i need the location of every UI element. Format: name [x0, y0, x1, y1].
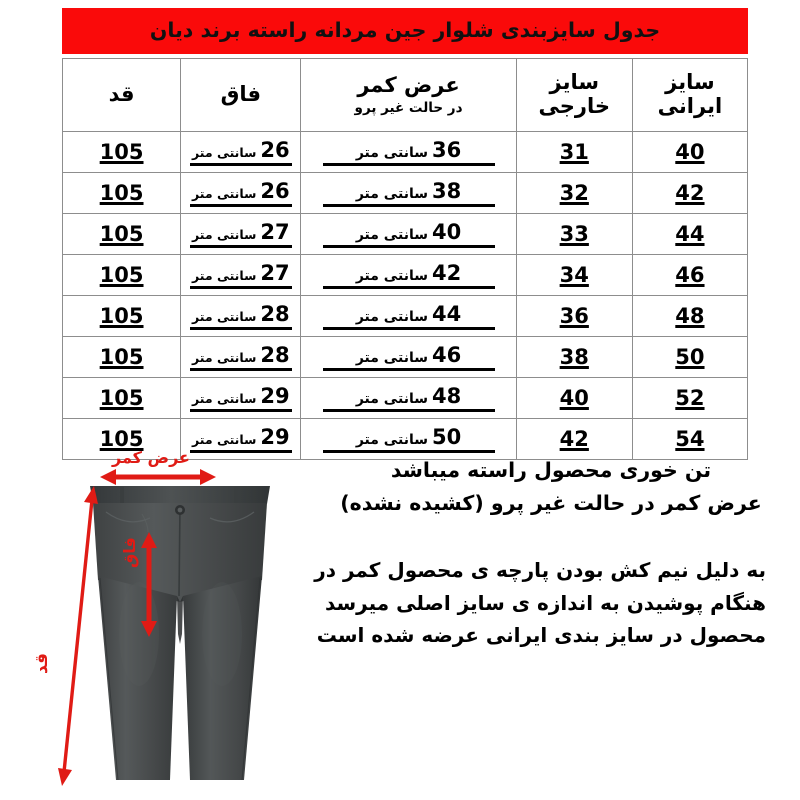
cell-value: 40 — [431, 219, 462, 244]
cell-foreign-size — [516, 296, 632, 337]
title-bar — [62, 8, 748, 54]
column-header-sublabel: در حالت غیر پرو — [354, 99, 463, 116]
rise-arrow-icon — [140, 532, 158, 637]
cell-length — [63, 173, 181, 214]
cell-value: 27 — [260, 219, 290, 244]
cell-value: 54 — [675, 427, 705, 451]
cell-unit: سانتی متر — [191, 144, 257, 160]
table-header-row — [63, 59, 748, 132]
cell-iranian-size — [632, 337, 747, 378]
measure-group — [323, 220, 495, 248]
cell-foreign-size — [516, 255, 632, 296]
cell-iranian-size — [632, 132, 747, 173]
cell-value: 105 — [99, 386, 144, 410]
cell-waist-width — [301, 132, 516, 173]
length-label: قد — [32, 653, 52, 674]
cell-value: 40 — [559, 386, 589, 410]
cell-iranian-size — [632, 173, 747, 214]
cell-foreign-size — [516, 378, 632, 419]
measure-group — [190, 343, 292, 371]
cell-value: 105 — [99, 140, 144, 164]
column-header-foreign-size — [516, 59, 632, 132]
cell-unit: سانتی متر — [191, 185, 257, 201]
cell-value: 48 — [431, 383, 462, 408]
cell-value: 40 — [675, 140, 705, 164]
table-row — [63, 296, 748, 337]
measure-group — [190, 179, 292, 207]
cell-value: 42 — [431, 260, 462, 285]
cell-unit: سانتی متر — [355, 431, 428, 448]
cell-unit: سانتی متر — [191, 267, 257, 283]
column-header-label: فاق — [220, 82, 261, 107]
waist-width-label: عرض کمر — [112, 448, 190, 467]
cell-value: 50 — [431, 424, 462, 449]
cell-value: 105 — [99, 345, 144, 369]
cell-waist-width — [301, 255, 516, 296]
column-header-iranian-size — [632, 59, 747, 132]
column-header-label: عرض کمر — [357, 73, 460, 98]
cell-waist-width — [301, 296, 516, 337]
cell-rise — [181, 255, 301, 296]
note-line: محصول در سایز بندی ایرانی عرضه شده است — [316, 623, 766, 648]
measure-group — [190, 220, 292, 248]
cell-value: 44 — [675, 222, 705, 246]
cell-waist-width — [301, 337, 516, 378]
cell-rise — [181, 173, 301, 214]
cell-length — [63, 132, 181, 173]
measure-group — [323, 384, 495, 412]
cell-value: 36 — [559, 304, 589, 328]
cell-length — [63, 378, 181, 419]
cell-value: 31 — [559, 140, 589, 164]
length-arrow-icon — [54, 486, 102, 786]
cell-length — [63, 255, 181, 296]
cell-rise — [181, 296, 301, 337]
cell-unit: سانتی متر — [191, 308, 257, 324]
cell-unit: سانتی متر — [191, 226, 257, 242]
cell-length — [63, 337, 181, 378]
cell-foreign-size — [516, 132, 632, 173]
cell-value: 26 — [260, 137, 290, 162]
cell-waist-width — [301, 173, 516, 214]
cell-value: 29 — [260, 424, 290, 449]
cell-iranian-size — [632, 214, 747, 255]
size-chart-table — [62, 58, 748, 460]
cell-iranian-size — [632, 378, 747, 419]
cell-value: 38 — [431, 178, 462, 203]
cell-iranian-size — [632, 255, 747, 296]
cell-value: 28 — [260, 301, 290, 326]
note-line: تن خوری محصول راسته میباشد — [390, 458, 712, 482]
cell-unit: سانتی متر — [355, 349, 428, 366]
cell-unit: سانتی متر — [191, 390, 257, 406]
cell-value: 32 — [559, 181, 589, 205]
column-header-rise — [181, 59, 301, 132]
cell-value: 33 — [559, 222, 589, 246]
note-paragraph-2 — [314, 554, 766, 651]
cell-value: 105 — [99, 263, 144, 287]
jeans-illustration-icon — [84, 484, 276, 782]
cell-unit: سانتی متر — [355, 308, 428, 325]
jeans-measurement-diagram — [26, 446, 326, 796]
notes-block — [314, 454, 766, 652]
waist-width-arrow-icon — [100, 468, 216, 486]
cell-value: 44 — [431, 301, 462, 326]
cell-iranian-size — [632, 296, 747, 337]
cell-unit: سانتی متر — [355, 267, 428, 284]
cell-rise — [181, 214, 301, 255]
cell-value: 26 — [260, 178, 290, 203]
table-row — [63, 337, 748, 378]
measure-group — [323, 179, 495, 207]
note-line: به دلیل نیم کش بودن پارچه ی محصول کمر در — [314, 558, 766, 583]
cell-unit: سانتی متر — [355, 144, 428, 161]
measure-group — [323, 261, 495, 289]
cell-value: 42 — [675, 181, 705, 205]
cell-value: 48 — [675, 304, 705, 328]
cell-value: 38 — [559, 345, 589, 369]
table-header — [63, 59, 748, 132]
cell-value: 105 — [99, 222, 144, 246]
table-row — [63, 173, 748, 214]
cell-value: 36 — [431, 137, 462, 162]
measure-group — [323, 343, 495, 371]
measure-group — [190, 138, 292, 166]
cell-length — [63, 214, 181, 255]
cell-value: 105 — [99, 181, 144, 205]
measure-group — [323, 302, 495, 330]
cell-length — [63, 296, 181, 337]
cell-value: 105 — [99, 427, 144, 451]
measure-group — [190, 302, 292, 330]
cell-value: 42 — [559, 427, 589, 451]
cell-unit: سانتی متر — [191, 349, 257, 365]
cell-value: 29 — [260, 383, 290, 408]
cell-value: 46 — [431, 342, 462, 367]
cell-value: 34 — [559, 263, 589, 287]
column-header-waist-width — [301, 59, 516, 132]
table-row — [63, 255, 748, 296]
jeans-photo — [84, 484, 276, 782]
table-row — [63, 132, 748, 173]
cell-unit: سانتی متر — [355, 226, 428, 243]
cell-waist-width — [301, 214, 516, 255]
cell-value: 105 — [99, 304, 144, 328]
cell-foreign-size — [516, 337, 632, 378]
note-paragraph-1 — [336, 454, 766, 520]
measure-group — [190, 261, 292, 289]
paragraph-spacer — [336, 520, 766, 554]
table-row — [63, 214, 748, 255]
table-row — [63, 378, 748, 419]
note-line: عرض کمر در حالت غیر پرو (کشیده نشده) — [340, 491, 762, 516]
column-header-length — [63, 59, 181, 132]
cell-unit: سانتی متر — [191, 431, 257, 447]
cell-waist-width — [301, 378, 516, 419]
column-header-label: سایز خارجی — [538, 70, 611, 118]
cell-rise — [181, 132, 301, 173]
cell-value: 50 — [675, 345, 705, 369]
cell-value: 52 — [675, 386, 705, 410]
note-line: هنگام پوشیدن به اندازه ی سایز اصلی میرسد — [324, 590, 766, 615]
column-header-label: قد — [108, 82, 135, 107]
cell-foreign-size — [516, 173, 632, 214]
cell-unit: سانتی متر — [355, 185, 428, 202]
cell-value: 27 — [260, 260, 290, 285]
cell-value: 28 — [260, 342, 290, 367]
cell-rise — [181, 337, 301, 378]
page-title: جدول سایزبندی شلوار جین مردانه راسته برند دیان — [149, 18, 661, 42]
table-body — [63, 132, 748, 460]
cell-value: 46 — [675, 263, 705, 287]
rise-label: فاق — [120, 537, 139, 568]
column-header-label: سایز ایرانی — [657, 70, 723, 118]
cell-rise — [181, 378, 301, 419]
cell-unit: سانتی متر — [355, 390, 428, 407]
lower-section — [0, 440, 800, 800]
cell-foreign-size — [516, 214, 632, 255]
measure-group — [190, 384, 292, 412]
measure-group — [323, 138, 495, 166]
